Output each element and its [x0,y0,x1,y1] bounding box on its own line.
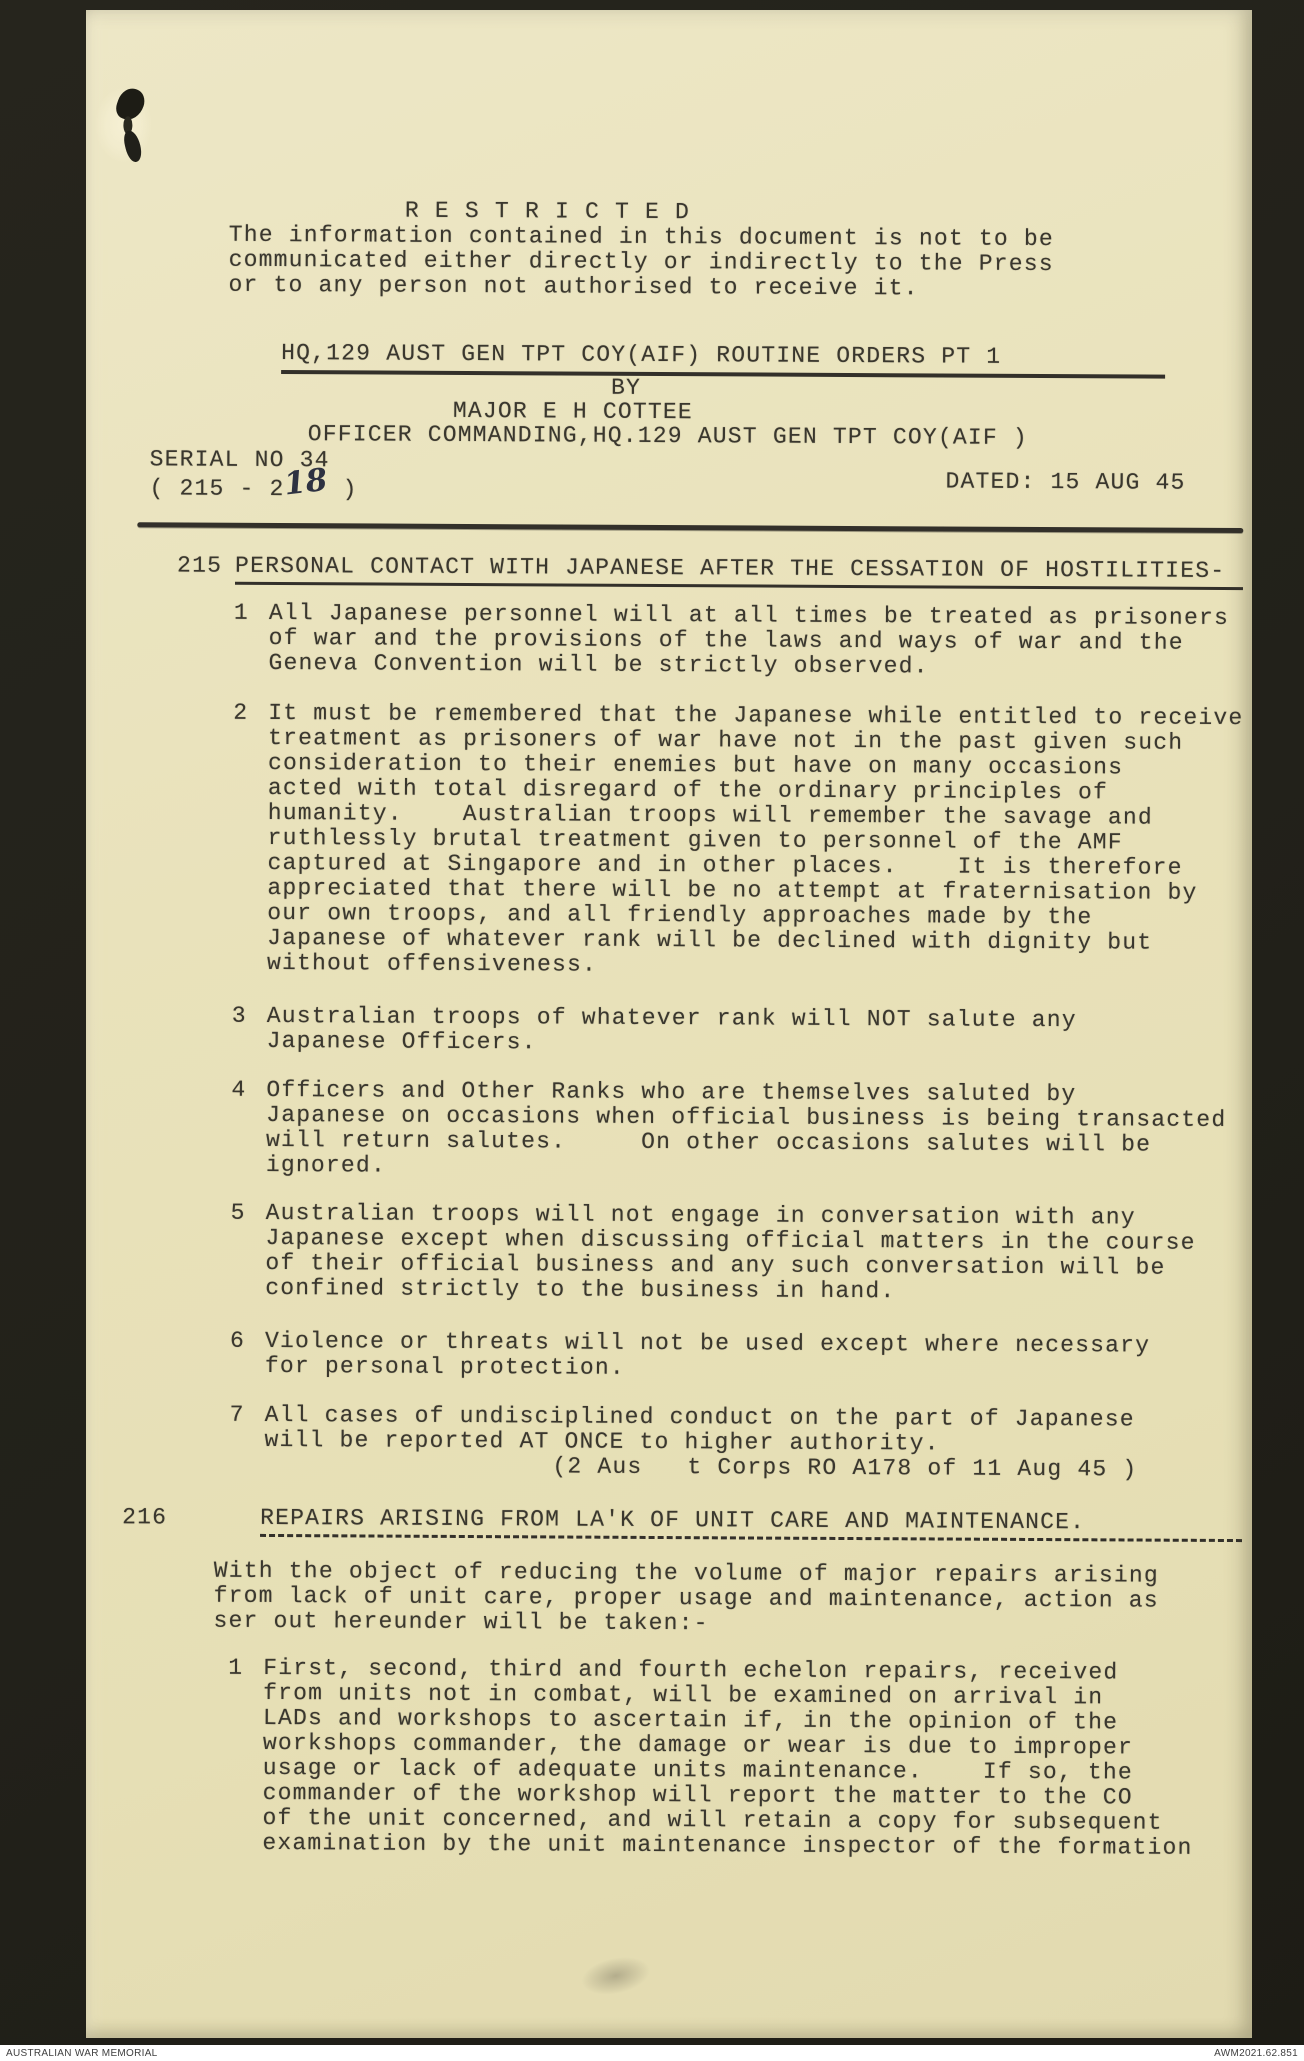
classification-note: The information contained in this document is not to be communicated either directly or indirectly to the Press or to any person not authorised to receive it. [228,221,1055,302]
paragraph-215-3 [232,1004,1077,1058]
classification-banner: R E S T R I C T E D [404,197,691,226]
serial-range-suffix: ) [327,476,358,503]
paragraph-number: 3 [231,1002,247,1029]
section-215-heading: PERSONAL CONTACT WITH JAPANESE AFTER THE CESSATION OF HOSTILITIES- [235,554,1243,590]
paragraph-216-1 [227,1656,1193,1861]
paragraph-number: 5 [230,1199,246,1226]
dated-label: DATED: 15 AUG 45 [945,468,1186,496]
serial-range-prefix: ( 215 - 2 [149,475,285,503]
paragraph-215-2 [232,701,1244,981]
author-role: OFFICER COMMANDING,HQ.129 AUST GEN TPT COY(AIF ) [307,421,1028,451]
paragraph-text: It must be remembered that the Japanese while entitled to receive treatment as prisoners of war have not in the past given such consideration to their enemies but have on many occasions acted with total disregard of the ordinary principles of humanity. Australian troops will remember the savage and ruthlessly brutal treatment given to personnel of the AMF captured at Singapore and in other places. It is therefore appreciated that there will be no attempt at fraternisation by our own troops, and all friendly approaches made by the Japanese of whatever rank will be declined with dignity but without offensiveness. [266,699,1244,978]
paragraph-text: Officers and Other Ranks who are themselves saluted by Japanese on occasions when official business is being transacted will return salutes. On other occasions salutes will be ignored. [265,1076,1227,1179]
paragraph-text: All Japanese personnel will at all times be treated as prisoners of war and the provisions of the laws and ways of war and the Geneva Convention will be strictly observed. [268,599,1230,680]
paragraph-215-6 [230,1329,1150,1384]
scan-smudge [578,1951,654,2000]
paragraph-215-1 [234,601,1230,681]
byline: BY [610,374,642,401]
paragraph-number: 2 [233,699,249,726]
archive-strip [0,2045,1304,2061]
divider-rule [137,522,1243,533]
citation-reference: (2 Aus t Corps RO A178 of 11 Aug 45 ) [552,1453,1138,1483]
paragraph-text: Violence or threats will not be used except where necessary for personal protection. [264,1327,1151,1381]
author-name: MAJOR E H COTTEE [452,397,694,426]
paragraph-text: First, second, third and fourth echelon repairs, received from units not in combat, will be examined on arrival in LADs and workshops to ascertain if, in the opinion of the workshops commander, the damage or wear is due to improper usage or lack of adequate units maintenance. If so, the commander of the workshop will report the matter to the CO of the unit concerned, and will retain a copy for subsequent examination by the unit maintenance inspector of the formation [262,1654,1193,1861]
section-216-intro: With the object of reducing the volume of major repairs arising from lack of unit care, proper usage and maintenance, action as ser out hereunder will be taken:- [213,1557,1160,1637]
section-216-heading-row [122,1505,1242,1542]
paragraph-text: Australian troops will not engage in conversation with any Japanese except when discussing official matters in the course of their official business and any such conversation will be confined strictly to the business in hand. [265,1199,1196,1305]
paragraph-number: 7 [229,1401,245,1428]
section-215-heading-row [177,553,1243,590]
document-page [86,10,1252,2038]
section-216-number: 216 [122,1504,168,1531]
paragraph-number: 1 [233,599,249,626]
paper-hole [95,82,176,182]
paragraph-215-4 [231,1078,1227,1183]
paragraph-number: 4 [231,1076,247,1103]
section-215-number: 215 [177,552,223,579]
serial-block [149,447,357,502]
paragraph-text: Australian troops of whatever rank will NOT salute any Japanese Officers. [266,1002,1077,1056]
archive-id: AWM2021.62.851 [1214,2047,1298,2059]
serial-range-handwritten: 18 [282,461,330,503]
paragraph-number: 1 [228,1654,244,1681]
paragraph-215-5 [230,1201,1196,1306]
paragraph-number: 6 [229,1327,246,1354]
paragraph-text: All cases of undisciplined conduct on the part of Japanese will be reported AT ONCE to higher authority. [264,1401,1135,1457]
archive-source: AUSTRALIAN WAR MEMORIAL [6,2047,158,2059]
sheet-content [86,10,1252,2038]
section-216-heading: REPAIRS ARISING FROM LA'K OF UNIT CARE AND MAINTENANCE. [260,1506,1242,1542]
serial-label: SERIAL NO 34 [149,446,330,474]
document-title: HQ,129 AUST GEN TPT COY(AIF) ROUTINE ORDERS PT 1 [281,341,1165,379]
paragraph-215-7 [229,1403,1134,1458]
